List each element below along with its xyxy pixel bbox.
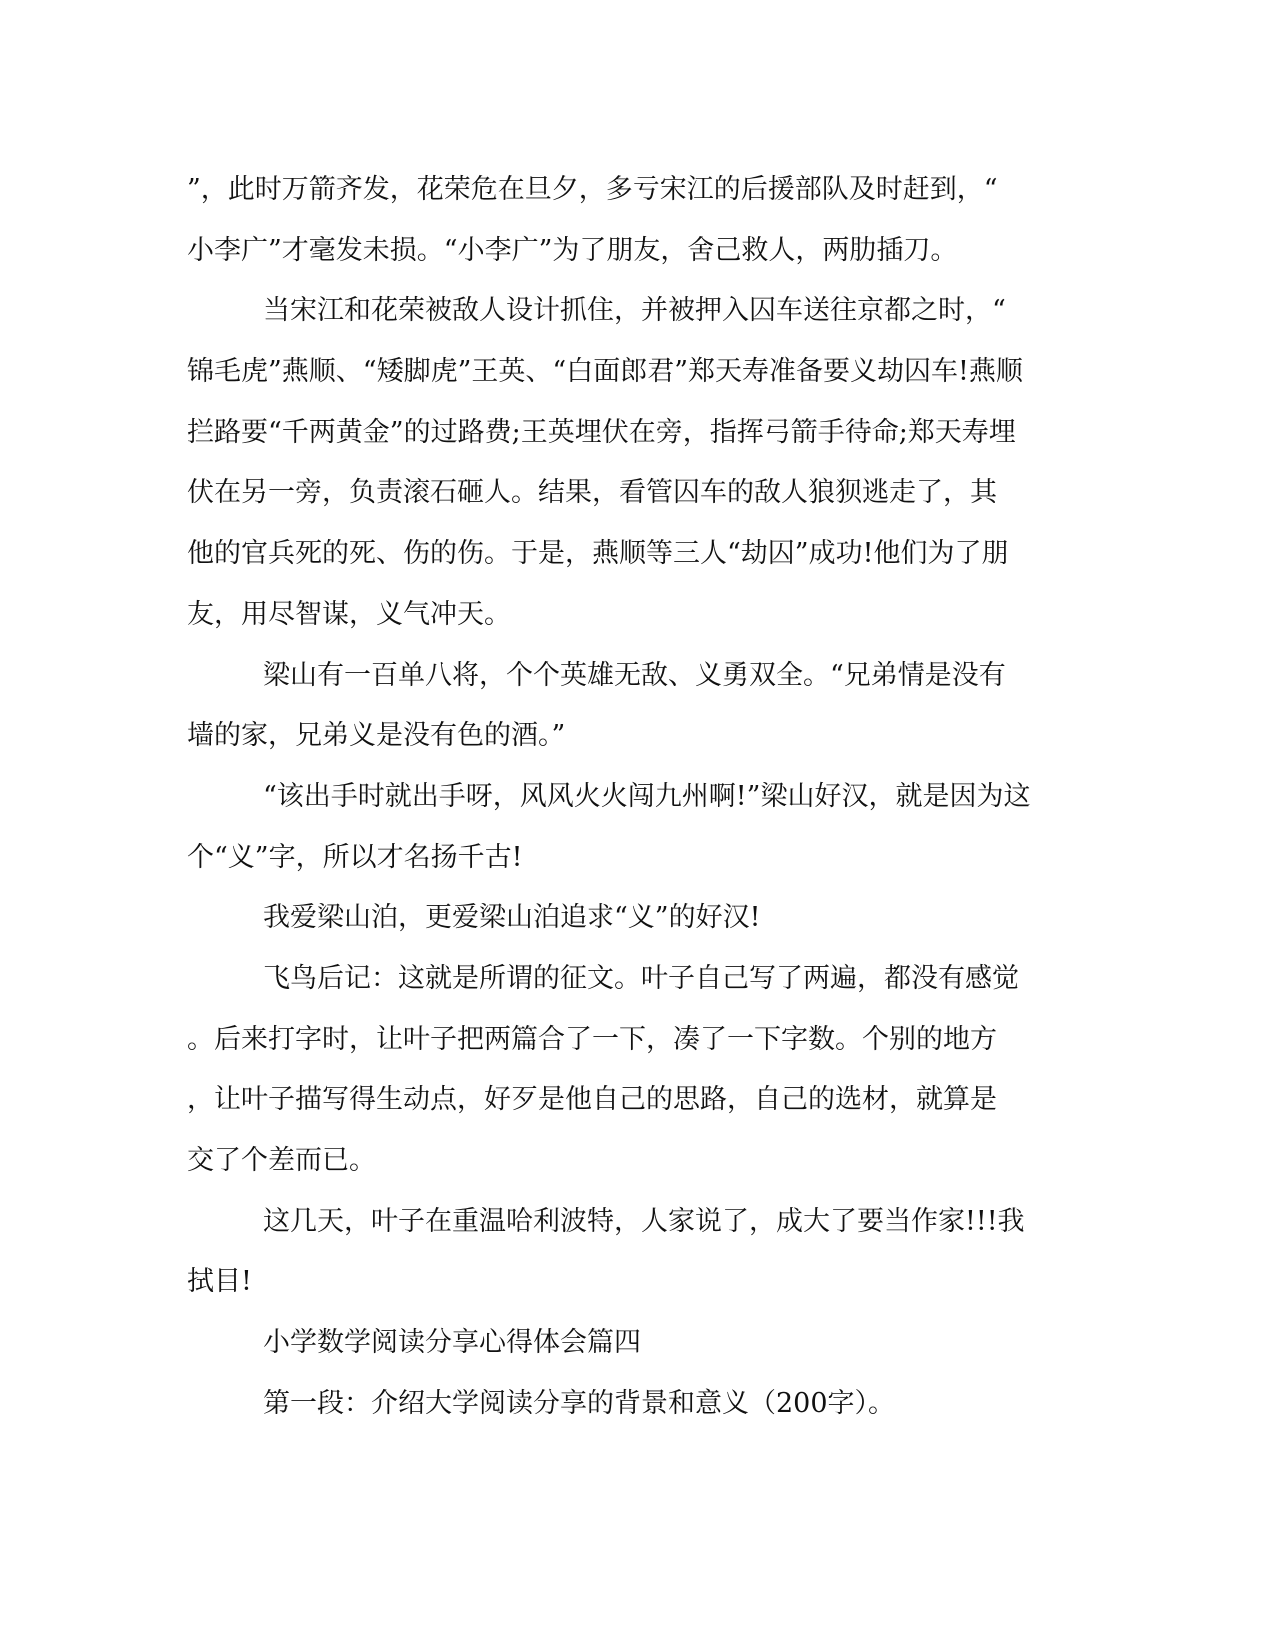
text-line: ”，此时万箭齐发，花荣危在旦夕，多亏宋江的后援部队及时赶到，“ [187,174,998,205]
text-line: 梁山有一百单八将，个个英雄无敌、义勇双全。“兄弟情是没有 [263,659,1006,691]
text-line: “该出手时就出手呀，风风火火闯九州啊!”梁山好汉，就是因为这 [263,780,1031,812]
text-line: 飞鸟后记：这就是所谓的征文。叶子自己写了两遍，都没有感觉 [263,962,1019,994]
text-line: 这几天，叶子在重温哈利波特，人家说了，成大了要当作家!!!我 [263,1205,1025,1237]
text-line: 友，用尽智谋，义气冲天。 [187,598,511,630]
text-line: 当宋江和花荣被敌人设计抓住，并被押入囚车送往京都之时，“ [263,295,1006,327]
section-heading: 小学数学阅读分享心得体会篇四 [263,1327,641,1359]
text-line: 拦路要“千两黄金”的过路费;王英埋伏在旁，指挥弓箭手待命;郑天寿埋 [187,416,1016,448]
text-line: ，让叶子描写得生动点，好歹是他自己的思路，自己的选材，就算是 [187,1084,997,1116]
text-line: 锦毛虎”燕顺、“矮脚虎”王英、“白面郎君”郑天寿准备要义劫囚车!燕顺 [187,356,1023,388]
text-line: 伏在另一旁，负责滚石砸人。结果，看管囚车的敌人狼狈逃走了，其 [187,477,997,509]
text-line: 第一段：介绍大学阅读分享的背景和意义（200字）。 [263,1387,896,1419]
text-line: 我爱梁山泊，更爱梁山泊追求“义”的好汉! [263,902,761,934]
text-line: 交了个差而已。 [187,1145,376,1176]
body-text [187,160,1062,1434]
text-line: 墙的家，兄弟义是没有色的酒。” [187,720,566,752]
text-line: 小李广”才毫发未损。“小李广”为了朋友，舍己救人，两肋插刀。 [187,234,958,266]
text-line: 他的官兵死的死、伤的伤。于是，燕顺等三人“劫囚”成功!他们为了朋 [187,538,1009,570]
text-line: 。后来打字时，让叶子把两篇合了一下，凑了一下字数。个别的地方 [187,1023,997,1055]
text-line: 拭目! [187,1266,252,1298]
text-line: 个“义”字，所以才名扬千古! [187,841,523,873]
